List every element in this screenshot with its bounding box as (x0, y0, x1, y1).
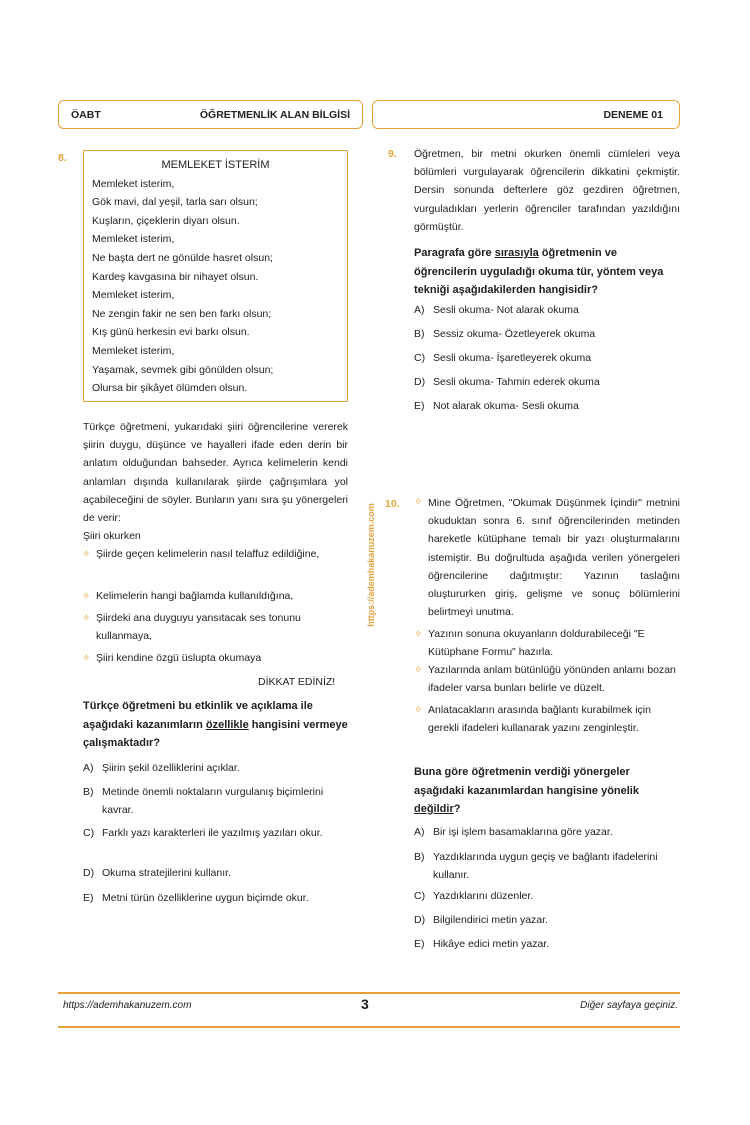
q10-bullet: ✧ Yazılarında anlam bütünlüğü yönünden anlamı bozan ifadeler varsa bunları belirle ve düzelt. (414, 664, 676, 694)
question-9-number: 9. (388, 148, 397, 160)
footer-rule-top (58, 992, 680, 994)
diamond-bullet-icon: ✧ (414, 665, 423, 676)
q10-option-c[interactable]: C) Yazdıklarını düzenler. (414, 890, 534, 902)
question-10-number: 10. (385, 498, 400, 510)
q10-question-stem: Buna göre öğretmenin verdiği yönergeler aşağıdaki kazanımlardan hangisine yönelik değildir? (414, 766, 639, 815)
q8-paragraph: Türkçe öğretmeni, yukarıdaki şiiri öğrencilerine vererek şiirin duygu, düşünce ve hayalleri ifade eden derin bir anlatım olduğundan bahseder. Ayrıca kelimelerin kendi anlamları dışında kullanılarak şiirde çağrışımlara yol açabileceğini de söyler. Bunların yanı sıra şu yönergeleri de verir: (83, 421, 348, 525)
q8-option-b[interactable]: B) Metinde önemli noktaların vurgulanış biçimlerini kavrar. (83, 786, 324, 816)
q9-question-stem: Paragrafa göre sırasıyla öğretmenin ve öğrencilerin uyguladığı okuma tür, yöntem veya tekniği aşağıdakilerden hangisidir? (414, 247, 664, 296)
poem-line: Memleket isterim, (92, 177, 175, 190)
q9-option-c[interactable]: C) Sesli okuma- İşaretleyerek okuma (414, 352, 592, 364)
q9-option-b[interactable]: B) Sessiz okuma- Özetleyerek okuma (414, 328, 596, 340)
footer-rule-bottom (58, 1026, 680, 1028)
q8-option-c[interactable]: C) Farklı yazı karakterleri ile yazılmış yazıları okur. (83, 827, 323, 839)
poem-line: Memleket isterim, (92, 344, 175, 357)
q8-question-stem: Türkçe öğretmeni bu etkinlik ve açıklama ile aşağıdaki kazanımların özellikle hangisini vermeye çalışmaktadır? (83, 700, 348, 749)
footer-url[interactable]: https://ademhakanuzem.com (63, 1000, 192, 1011)
q8-option-a[interactable]: A) Şiirin şekil özelliklerini açıklar. (83, 762, 240, 774)
dikkat-ediniz: DİKKAT EDİNİZ! (258, 676, 336, 688)
q8-bullet: ✧ Şiirde geçen kelimelerin nasıl telaffuz edildiğine, (96, 546, 348, 564)
poem-line: Kış günü herkesin evi barkı olsun. (92, 326, 250, 339)
q10-option-e[interactable]: E) Hikâye edici metin yazar. (414, 938, 550, 950)
q10-option-d[interactable]: D) Bilgilendirici metin yazar. (414, 914, 548, 926)
poem-line: Ne zengin fakir ne sen ben farkı olsun; (92, 307, 272, 320)
q8-siiri-okurken: Şiiri okurken (83, 530, 141, 542)
q10-option-a[interactable]: A) Bir işi işlem basamaklarına göre yazar. (414, 826, 613, 838)
diamond-bullet-icon: ✧ (82, 549, 91, 560)
diamond-bullet-icon: ✧ (82, 613, 91, 624)
poem-line: Kuşların, çiçeklerin diyarı olsun. (92, 214, 240, 227)
q8-option-e[interactable]: E) Metni türün özelliklerine uygun biçimde okur. (83, 892, 309, 904)
subject-title: ÖĞRETMENLİK ALAN BİLGİSİ (199, 108, 350, 121)
exam-code: ÖABT (71, 108, 101, 121)
q10-option-b[interactable]: B) Yazdıklarında uygun geçiş ve bağlantı ifadelerini kullanır. (414, 851, 658, 881)
poem-line: Memleket isterim, (92, 233, 175, 246)
q10-paragraph: ✧ Mine Öğretmen, "Okumak Düşünmek İçindir" metnini okuduktan sonra 6. sınıf öğrencilerinden metinden hareketle kütüphane temalı bir yazı oluşturmalarını istemiştir. Bu doğrultuda aşağıda verilen yönergeleri öğrencilerine dağıtmıştır: Yazının taslağını oluştururken giriş, gelişme ve sonuç bölümlerini belirtmeyi unutma. (428, 494, 680, 621)
diamond-bullet-icon: ✧ (414, 705, 423, 716)
q10-bullet: ✧ Anlatacakların arasında bağlantı kurabilmek için gerekli ifadeleri kullanarak yazını zenginleştir. (414, 704, 651, 734)
q9-option-a[interactable]: A) Sesli okuma- Not alarak okuma (414, 304, 579, 316)
header-left-box (58, 100, 363, 129)
q8-bullet: ✧ Kelimelerin hangi bağlamda kullanıldığına, (96, 588, 348, 606)
q8-bullet: ✧ Şiirdeki ana duyguyu yansıtacak ses tonunu kullanmaya, (82, 612, 301, 642)
poem-title: MEMLEKET İSTERİM (161, 159, 270, 171)
poem-line: Olursa bir şikâyet ölümden olsun. (92, 382, 248, 395)
diamond-bullet-icon: ✧ (414, 629, 423, 640)
poem-line: Gök mavi, dal yeşil, tarla sarı olsun; (92, 196, 258, 209)
q9-option-e[interactable]: E) Not alarak okuma- Sesli okuma (414, 400, 579, 412)
deneme-label: DENEME 01 (603, 108, 663, 121)
diamond-bullet-icon: ✧ (82, 591, 91, 602)
poem-line: Kardeş kavgasına bir nihayet olsun. (92, 270, 259, 283)
poem-box (83, 150, 348, 402)
side-url: https://ademhakanuzem.com (366, 503, 376, 627)
poem-line: Memleket isterim, (92, 289, 175, 302)
header-right-box (372, 100, 680, 129)
q10-bullet: ✧ Yazının sonuna okuyanların doldurabileceği "E Kütüphane Formu" hazırla. (414, 628, 645, 658)
footer-next-page: Diğer sayfaya geçiniz. (580, 1000, 678, 1011)
poem-line: Ne başta dert ne gönülde hasret olsun; (92, 251, 273, 264)
page-number: 3 (361, 996, 369, 1012)
q8-bullet: ✧ Şiiri kendine özgü üslupta okumaya (96, 650, 348, 668)
diamond-bullet-icon: ✧ (414, 497, 423, 508)
question-8-number: 8. (58, 152, 67, 164)
q9-option-d[interactable]: D) Sesli okuma- Tahmin ederek okuma (414, 376, 600, 388)
q8-option-d[interactable]: D) Okuma stratejilerini kullanır. (83, 867, 231, 879)
diamond-bullet-icon: ✧ (82, 653, 91, 664)
q9-paragraph: Öğretmen, bir metni okurken önemli cümleleri veya bölümleri vurgulayarak öğrencilerin dikkatini çekmiştir. Dersin sonunda defterlere göz gezdiren öğretmen, vurguladıkları yerlerin öğrenciler tarafından yazıldığını görmüştür. (414, 148, 680, 233)
poem-line: Yaşamak, sevmek gibi gönülden olsun; (92, 363, 274, 376)
